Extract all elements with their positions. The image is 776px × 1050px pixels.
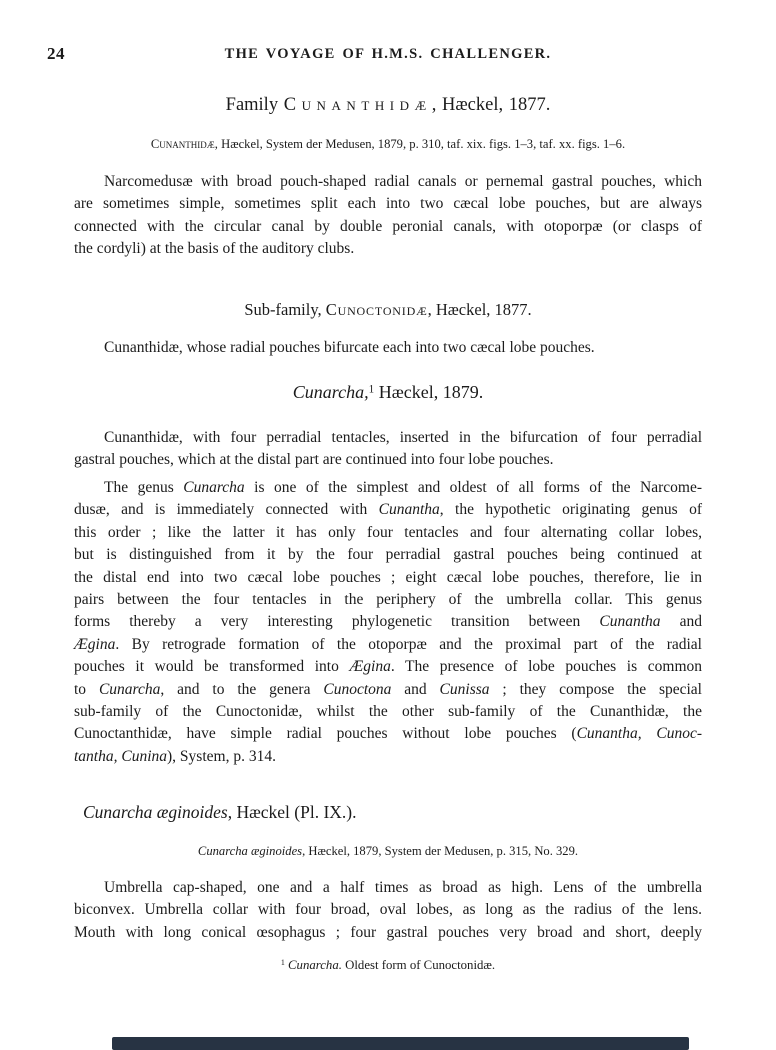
text-line (74, 899, 702, 921)
genus-discussion-paragraph (74, 477, 702, 768)
text-segment: Cunanthidæ (283, 95, 432, 115)
family-citation (74, 137, 702, 152)
text-line (74, 589, 702, 611)
text-segment: to (74, 680, 99, 698)
text-line (74, 723, 702, 745)
text-line (74, 746, 702, 768)
text-segment: Sub-family, (244, 300, 326, 319)
subfamily-heading (74, 300, 702, 320)
text-segment: Cunarcha, (292, 382, 369, 402)
text-segment: gastral pouches, which at the distal part are continued into four lobe pouches. (74, 451, 554, 469)
genus-diagnosis-paragraph (74, 427, 702, 472)
text-segment: Cunoctanthidæ, have simple radial pouches without lobe pouches ( (74, 725, 577, 743)
text-segment: , Hæckel, 1879, System der Medusen, p. 315, No. 329. (302, 844, 579, 858)
text-segment: , Hæckel, 1877. (427, 300, 532, 319)
text-segment: Cunanthidæ (150, 137, 215, 151)
species-citation (74, 844, 702, 859)
footnote (74, 958, 702, 973)
text-line (74, 449, 702, 471)
text-segment: but is distinguished from it by the four perradial gastral pouches being continued at (74, 546, 702, 564)
text-line (74, 611, 702, 633)
text-segment: Cunanthidæ, with four perradial tentacles, inserted in the bifurcation of four perradial (104, 429, 702, 446)
text-line (74, 193, 702, 215)
text-line (74, 634, 702, 656)
text-segment: ), System, p. 314. (167, 747, 276, 765)
text-segment: Cunarcha. (288, 958, 342, 972)
text-line (74, 499, 702, 521)
text-segment: Cunissa (439, 680, 490, 698)
text-segment: are sometimes simple, sometimes split each into two cæcal lobe pouches, but are always (74, 195, 702, 213)
text-segment: this order ; like the latter it has only four tentacles and four alternating collar lobes, (74, 523, 702, 541)
running-head: THE VOYAGE OF H.M.S. CHALLENGER. (224, 46, 552, 62)
text-segment: tantha, Cunina (74, 747, 168, 765)
text-segment: , Hæckel, 1877. (431, 95, 551, 115)
text-line (74, 922, 702, 944)
species-description-paragraph (74, 877, 702, 944)
text-segment: ; they compose the special (489, 680, 702, 698)
text-segment: 1 (368, 383, 375, 396)
text-segment: , Hæckel (Pl. IX.). (227, 802, 357, 822)
text-segment: Oldest form of Cunoctonidæ. (341, 958, 496, 972)
text-segment: Family (225, 95, 284, 115)
text-segment: Cunoctonidæ (325, 300, 428, 319)
text-segment: Cunarcha (98, 680, 161, 698)
family-diagnosis-paragraph (74, 171, 702, 261)
text-segment: and (391, 680, 440, 698)
text-segment: pairs between the four tentacles in the periphery of the umbrella collar. This genus (74, 591, 702, 609)
text-line (74, 238, 702, 260)
genus-heading (74, 382, 702, 403)
text-line (74, 877, 702, 899)
text-line (74, 679, 702, 701)
text-line (74, 522, 702, 544)
text-line (74, 656, 702, 678)
text-segment: Mouth with long conical œsophagus ; four gastral pouches very broad and short, deeply (74, 923, 702, 941)
text-segment: . By retrograde formation of the otoporpæ and the proximal part of the radial (115, 635, 702, 653)
text-line (74, 216, 702, 238)
text-segment: Narcomedusæ with broad pouch-shaped radial canals or pernemal gastral pouches, which (104, 173, 702, 190)
text-line (74, 567, 702, 589)
text-segment: The genus (104, 479, 184, 496)
text-segment: pouches it would be transformed into (74, 658, 350, 676)
subfamily-diagnosis-paragraph (74, 337, 702, 359)
text-segment: Cunoctona (323, 680, 392, 698)
text-segment: the cordyli) at the basis of the auditory clubs. (74, 240, 355, 258)
text-segment: Cunarcha æginoides (83, 802, 228, 822)
text-segment: the distal end into two cæcal lobe pouches ; eight cæcal lobe pouches, therefore, lie in (74, 568, 702, 586)
text-segment: Cunanthidæ, whose radial pouches bifurcate each into two cæcal lobe pouches. (104, 339, 595, 356)
text-segment: , and to the genera (160, 680, 324, 698)
text-segment: Hæckel, 1879. (374, 382, 484, 402)
page-edge-scan-bar (112, 1037, 689, 1050)
text-segment: Cunantha (378, 501, 440, 519)
text-segment: forms thereby a very interesting phylogenetic transition between (74, 613, 600, 631)
text-segment: Ægina (349, 658, 391, 676)
page-number: 24 (47, 44, 65, 63)
text-segment: Umbrella cap-shaped, one and a half times as broad as high. Lens of the umbrella (104, 879, 702, 896)
text-segment: and (660, 613, 702, 631)
text-line (74, 701, 702, 723)
text-segment: Cunantha (599, 613, 661, 631)
text-segment: Cunarcha (183, 479, 245, 496)
text-line (74, 544, 702, 566)
text-segment: Ægina (74, 635, 116, 653)
text-segment: biconvex. Umbrella collar with four broad, oval lobes, as long as the radius of the lens. (74, 901, 702, 919)
text-line (74, 171, 702, 193)
text-segment: Cunantha, Cunoc- (576, 725, 702, 743)
text-segment: sub-family of the Cunoctonidæ, whilst the other sub-family of the Cunanthidæ, the (74, 703, 702, 721)
text-segment: , Hæckel, System der Medusen, 1879, p. 310, taf. xix. figs. 1–3, taf. xx. figs. 1–6. (214, 137, 626, 151)
family-heading (74, 95, 702, 116)
text-segment: is one of the simplest and oldest of all forms of the Narcome- (244, 479, 702, 496)
text-segment: connected with the circular canal by double peronial canals, with otoporpæ (or clasps of (74, 217, 702, 235)
text-segment: dusæ, and is immediately connected with (74, 501, 379, 519)
text-line (74, 477, 702, 499)
text-segment: 1 (280, 958, 285, 968)
text-segment: Cunarcha æginoides (197, 844, 303, 858)
species-heading (83, 802, 703, 823)
text-segment: , the hypothetic originating genus of (439, 501, 702, 519)
text-line (74, 427, 702, 449)
text-line (74, 337, 702, 359)
text-segment: . The presence of lobe pouches is common (390, 658, 703, 676)
